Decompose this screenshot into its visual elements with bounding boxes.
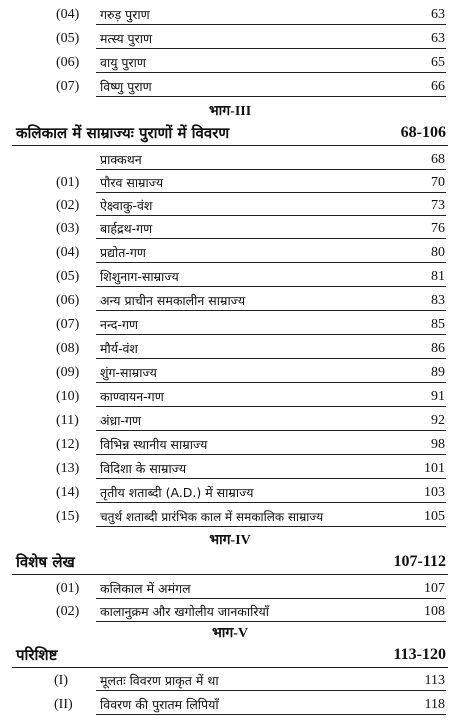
entry-number: (12) [56,437,80,452]
entry-rule [96,690,446,691]
section-page-range: 68-106 [400,124,446,141]
entry-page: 73 [431,198,445,213]
entry-rule [96,169,446,170]
entry-rule [96,48,446,49]
entry-page: 107 [424,581,445,596]
section-title: परिशिष्ट [16,646,58,664]
section-header [0,549,460,575]
entry-number: (I) [54,673,68,688]
entry-rule [96,406,446,407]
entry-page: 65 [431,55,445,70]
entry-title: मत्स्य पुराण [100,31,153,46]
entry-title: बार्हद्रथ-गण [100,221,153,236]
section-title: कलिकाल में साम्राज्यः पुराणों में विवरण [16,124,230,142]
entry-title: प्राक्कथन [100,152,142,167]
entry-title: गरुड़ पुराण [100,7,150,22]
toc-entry [0,242,460,264]
entry-rule [96,430,446,431]
toc-entry [0,338,460,360]
entry-page: 113 [424,673,445,688]
entry-rule [96,72,446,73]
entry-rule [96,621,446,622]
entry-rule [96,286,446,287]
toc-entry [0,386,460,408]
entry-page: 63 [431,7,445,22]
toc-entry [0,506,460,528]
entry-number: (15) [56,509,80,524]
entry-number: (05) [56,269,80,284]
entry-page: 118 [424,697,445,712]
entry-number: (06) [56,293,80,308]
section-page-range: 113-120 [393,646,446,663]
entry-rule [96,454,446,455]
toc-entry [0,76,460,98]
entry-number: (08) [56,341,80,356]
entry-title: विभिन्न स्थानीय साम्राज्य [100,437,208,452]
entry-rule [96,714,446,715]
toc-entry [0,362,460,384]
entry-number: (02) [56,604,80,619]
entry-page: 92 [431,413,445,428]
entry-page: 66 [431,79,445,94]
entry-title: ऐक्ष्वाकु-वंश [100,198,153,213]
toc-entry [0,670,460,692]
entry-title: अंध्रा-गण [100,413,142,428]
entry-number: (07) [56,79,80,94]
entry-page: 91 [431,389,445,404]
entry-rule [96,358,446,359]
entry-title: अन्य प्राचीन समकालीन साम्राज्य [100,293,246,308]
entry-page: 70 [431,175,445,190]
section-rule [12,667,448,668]
toc-entry [0,601,460,623]
section-header [0,120,460,146]
toc-entry [0,218,460,240]
toc-entry [0,4,460,26]
toc-entry [0,195,460,217]
entry-number: (10) [56,389,80,404]
entry-title: चतुर्थ शताब्दी प्रारंभिक काल में समकालिक साम्राज्य [100,510,324,524]
entry-number: (02) [56,198,80,213]
entry-rule [96,96,446,97]
part-heading: भाग-V [211,626,249,641]
toc-entry [0,578,460,600]
entry-page: 98 [431,437,445,452]
entry-title: मूलतः विवरण प्राकृत में था [100,673,219,688]
toc-entry [0,52,460,74]
entry-page: 80 [431,245,445,260]
entry-title: विदिशा के साम्राज्य [100,461,187,476]
entry-number: (06) [56,55,80,70]
toc-entry [0,290,460,312]
entry-rule [96,192,446,193]
entry-rule [96,382,446,383]
entry-rule [96,526,446,527]
entry-rule [96,598,446,599]
section-page-range: 107-112 [393,553,446,570]
entry-title: काण्वायन-गण [100,389,164,404]
section-rule [12,574,448,575]
entry-page: 68 [431,152,445,167]
entry-page: 83 [431,293,445,308]
entry-rule [96,334,446,335]
entry-title: मौर्य-वंश [100,341,138,356]
entry-rule [96,238,446,239]
toc-entry [0,149,460,171]
entry-number: (07) [56,317,80,332]
entry-page: 101 [424,461,445,476]
entry-number: (11) [56,413,79,428]
toc-entry [0,314,460,336]
entry-page: 103 [424,485,445,500]
toc-entry [0,458,460,480]
toc-entry [0,694,460,716]
entry-rule [96,215,446,216]
entry-rule [96,262,446,263]
toc-entry [0,410,460,432]
toc-entry [0,482,460,504]
entry-title: विष्णु पुराण [100,79,152,94]
toc-entry [0,172,460,194]
section-title: विशेष लेख [16,553,75,571]
entry-title: विवरण की पुरातम लिपियाँ [100,697,219,712]
part-heading: भाग-IV [209,533,251,548]
entry-title: तृतीय शताब्दी (A.D.) में साम्राज्य [100,485,254,500]
entry-number: (13) [56,461,80,476]
entry-title: पौरव साम्राज्य [100,175,164,190]
entry-number: (04) [56,7,80,22]
entry-title: शुंग-साम्राज्य [100,365,157,380]
entry-rule [96,24,446,25]
entry-page: 81 [431,269,445,284]
toc-entry [0,266,460,288]
entry-number: (05) [56,31,80,46]
entry-number: (01) [56,581,80,596]
entry-number: (04) [56,245,80,260]
entry-page: 89 [431,365,445,380]
entry-rule [96,478,446,479]
section-header [0,642,460,668]
entry-title: नन्द-गण [100,317,139,332]
entry-number: (03) [56,221,80,236]
part-heading: भाग-III [208,104,252,119]
toc-entry [0,434,460,456]
entry-page: 85 [431,317,445,332]
entry-page: 76 [431,221,445,236]
entry-page: 105 [424,509,445,524]
entry-number: (01) [56,175,80,190]
entry-number: (II) [54,697,73,712]
entry-title: प्रद्योत-गण [100,245,146,260]
entry-rule [96,502,446,503]
entry-number: (09) [56,365,80,380]
toc-entry [0,28,460,50]
entry-page: 63 [431,31,445,46]
entry-title: कलिकाल में अमंगल [100,581,191,596]
entry-title: वायु पुराण [100,55,146,70]
entry-rule [96,310,446,311]
entry-page: 108 [424,604,445,619]
entry-page: 86 [431,341,445,356]
section-rule [12,145,448,146]
entry-number: (14) [56,485,80,500]
entry-title: कालानुक्रम और खगोलीय जानकारियाँ [100,604,269,619]
entry-title: शिशुनाग-साम्राज्य [100,269,179,284]
